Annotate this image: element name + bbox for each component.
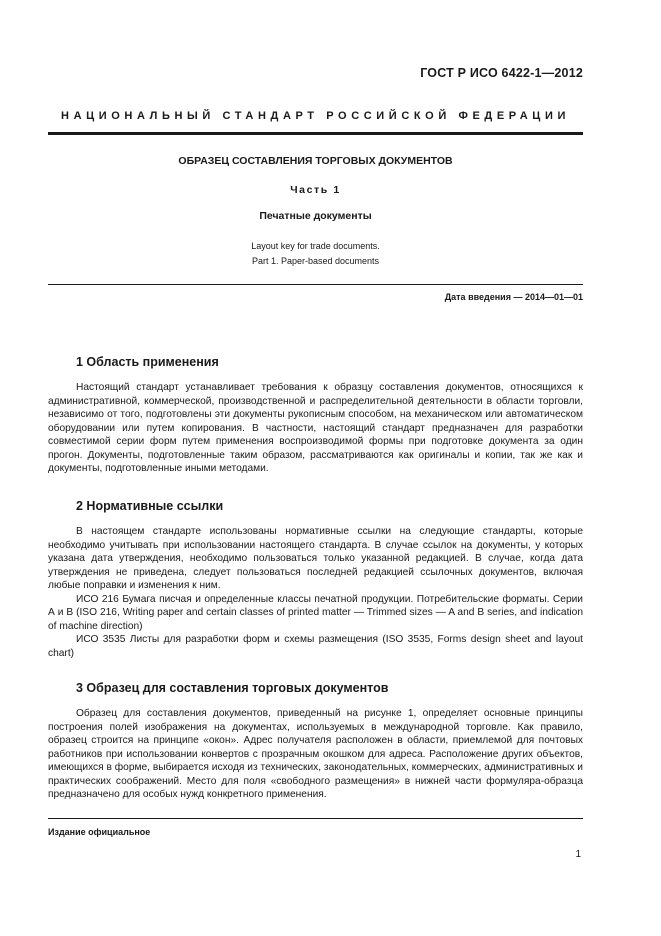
- section-paragraph: Настоящий стандарт устанавливает требования к образцу составления документов, относящихся к административной, коммерческой, производственной и распределительной деятельности в области торговли, независимо от того, подготовлены эти документы рукописным способом, на механическом или автоматическом оборудовании или путем копирования. В частности, настоящий стандарт предназначен для разработки совместимой серии форм путем применения воспроизводимой формы при подготовке документа за один прогон. Документы, подготовленные таким образом, рассматриваются как оригиналы и копии, так же как и документы, подготовленные иными методами.: [48, 382, 583, 474]
- introduction-date: Дата введения — 2014—01—01: [444, 292, 583, 302]
- english-title: [48, 239, 583, 269]
- official-edition-label: Издание официальное: [48, 827, 151, 837]
- section-paragraph: Образец для составления документов, приведенный на рисунке 1, определяет основные принципы построения полей изображения на документах, используемых в международной торговле. Как правило, образец строится на принципе «окон». Адрес получателя расположен в области, приемлемой для почтовых работников при использовании конвертов с прозрачным окошком для адреса. Расположение других объектов, имеющихся в форме, выбирается исходя из технических, законодательных, коммерческих, административных и практических соображений. Место для поля «свободного размещения» в нижней части формуляра-образца предназначено для особых нужд конкретного применения.: [48, 708, 583, 800]
- english-title-line-2: Part 1. Paper-based documents: [251, 256, 380, 266]
- standard-title: ОБРАЗЕЦ СОСТАВЛЕНИЯ ТОРГОВЫХ ДОКУМЕНТОВ: [178, 155, 453, 167]
- section-heading: 3 Образец для составления торговых документов: [76, 681, 389, 695]
- english-title-line-1: Layout key for trade documents.: [251, 241, 380, 251]
- national-standard-title: НАЦИОНАЛЬНЫЙ СТАНДАРТ РОССИЙСКОЙ ФЕДЕРАЦИИ: [61, 110, 570, 122]
- document-code: ГОСТ Р ИСО 6422-1—2012: [420, 66, 583, 80]
- section-paragraph: В настоящем стандарте использованы нормативные ссылки на следующие стандарты, которые необходимо учитывать при использовании настоящего стандарта. В случае ссылок на документы, у которых указана дата утверждения, необходимо пользоваться только указанной редакцией. В случае, когда дата утверждения не приведена, следует пользоваться последней редакцией ссылочных документов, включая любые поправки и изменения к ним.: [48, 526, 583, 591]
- footer-rule: [48, 818, 583, 819]
- part-number: Часть 1: [290, 184, 341, 196]
- section-heading: 2 Нормативные ссылки: [76, 499, 224, 513]
- section-normative-references: [48, 499, 583, 660]
- reference-iso-3535: ИСО 3535 Листы для разработки форм и схемы размещения (ISO 3535, Forms design sheet and layout chart): [48, 634, 583, 659]
- section-heading: 1 Область применения: [76, 355, 219, 369]
- section-layout-key: [48, 681, 583, 802]
- header-rule: [48, 132, 583, 135]
- part-title: Печатные документы: [259, 210, 372, 222]
- title-divider: [48, 284, 583, 285]
- reference-iso-216: ИСО 216 Бумага писчая и определенные классы печатной продукции. Потребительские форматы. Серии А и В (ISO 216, Writing paper and certain classes of printed matter — Trimmed sizes — A and B series, and indication of machine direction): [48, 593, 583, 632]
- page-number: 1: [575, 849, 581, 860]
- section-scope: [48, 355, 583, 476]
